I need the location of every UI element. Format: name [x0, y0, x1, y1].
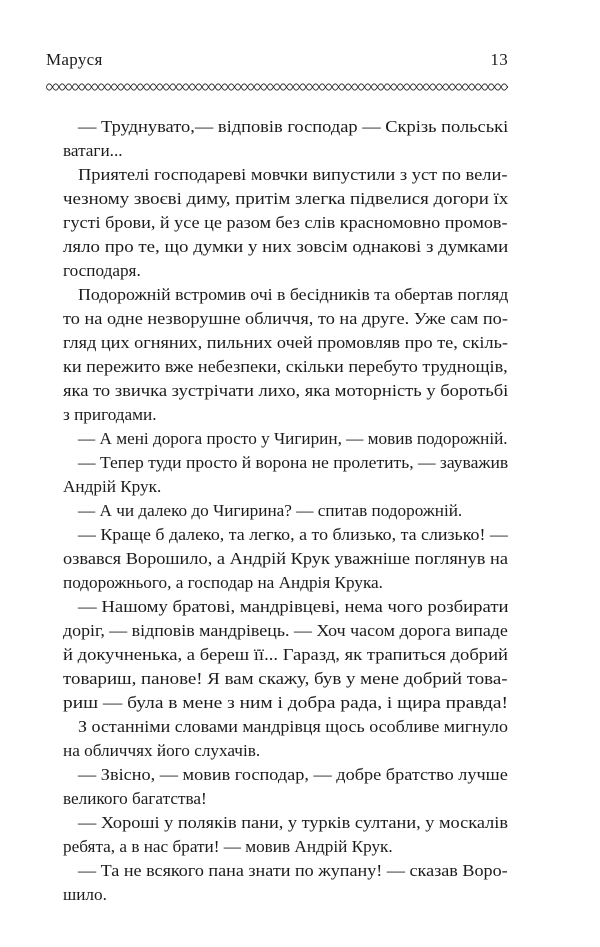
text-line: ки пережито вже небезпеки, скільки перебуто труднощів, [63, 357, 508, 376]
text-line: шило. [63, 885, 107, 904]
text-line: — Хороші у поляків пани, у турків султани, у москалів [78, 813, 509, 832]
text-line: ребята, а в нас брати! — мовив Андрій Крук. [63, 837, 393, 856]
text-line: подорожнього, а господар на Андрія Крука. [63, 573, 383, 592]
text-line: гляд цих огняних, пильних очей промовляв про те, скіль- [63, 333, 508, 352]
text-line: то на одне незворушне обличчя, то на друге. Уже сам по- [63, 309, 508, 328]
text-line: — Та не всякого пана знати по жупану! — сказав Воро- [78, 861, 508, 880]
text-line: риш — була в мене з ним і добра рада, і щира правда! [63, 693, 509, 712]
text-line: з пригодами. [63, 405, 157, 424]
text-line: яка то звичка зустрічати лихо, яка моторність у боротьбі [63, 381, 509, 400]
text-line: З останніми словами мандрівця щось особливе мигнуло [78, 717, 508, 736]
text-line: великого багатства! [63, 789, 207, 808]
text-line: господаря. [63, 261, 141, 280]
text-line: густі брови, й усе це разом без слів красномовно промов- [63, 213, 508, 232]
text-line: — Труднувато,— відповів господар — Скрізь польські [78, 117, 509, 136]
text-line: — Краще б далеко, та легко, а то близько, та слизько! — [78, 525, 508, 544]
text-line: доріг, — відповів мандрівець. — Хоч часом дорога випаде [63, 621, 508, 640]
text-line: — Тепер туди просто й ворона не пролетить, — зауважив [78, 453, 509, 472]
text-line: Андрій Крук. [63, 477, 162, 496]
text-line: — Нашому братові, мандрівцеві, нема чого розбирати [78, 597, 509, 616]
text-line: ватаги... [63, 141, 123, 160]
running-head-title: Маруся [46, 50, 103, 69]
text-line: чезному звоєві диму, притім злегка підвелися догори їх [63, 189, 509, 208]
text-line: — А мені дорога просто у Чигирин, — мовив подорожній. [78, 429, 508, 448]
text-line: Подорожній встромив очі в бесідників та обертав погляд [78, 285, 509, 304]
text-line: — А чи далеко до Чигирина? — спитав подорожній. [78, 501, 463, 520]
text-line: ляло про те, що думки у них зовсім однакові з думками [63, 237, 509, 256]
text-line: й докучненька, а береш її... Гаразд, як трапиться добрий [63, 645, 509, 664]
text-line: Приятелі господареві мовчки випустили з уст по вели- [78, 165, 508, 184]
text-line: — Звісно, — мовив господар, — добре братство лучше [78, 765, 508, 784]
text-line: товариш, панове! Я вам скажу, був у мене добрий това- [63, 669, 508, 688]
page-number: 13 [490, 50, 508, 69]
text-line: озвався Ворошило, а Андрій Крук уважніше поглянув на [63, 549, 508, 568]
text-line: на обличчях його слухачів. [63, 741, 261, 760]
